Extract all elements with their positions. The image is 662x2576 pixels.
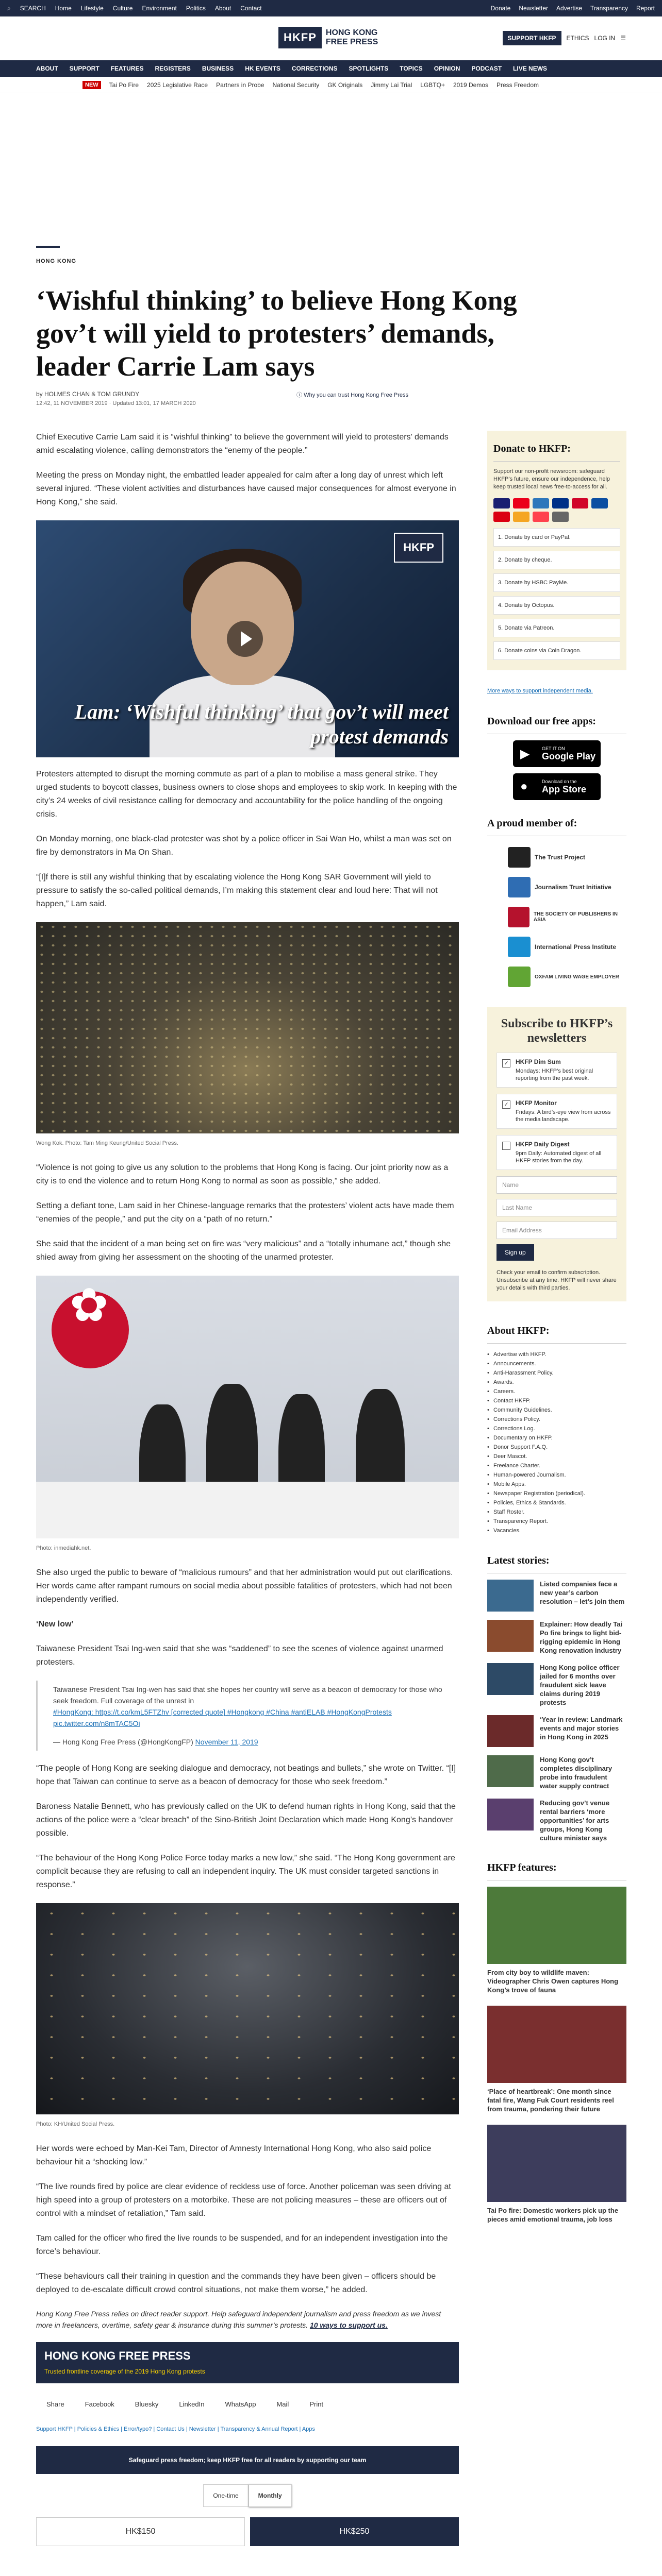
nav-item[interactable]: SUPPORT [69,65,100,72]
about-link[interactable]: • Vacancies. [487,1526,626,1535]
share-bluesky[interactable]: Bluesky [135,2400,159,2408]
street-photo [36,922,459,1133]
newsletter-fineprint: Check your email to confirm subscription. Unsubscribe at any time. HKFP will never share your details with third parties. [496,1269,617,1291]
support-link[interactable]: 10 ways to support us. [309,2321,388,2329]
search-icon[interactable]: ⌕ [7,4,11,12]
photo-caption: Wong Kok. Photo: Tam Ming Keung/United Social Press. [36,1140,178,1146]
paragraph: “The people of Hong Kong are seeking dialogue and democracy, not beatings and bullets,” she wrote on Twitter. “[I] hope that Taiwan can continue to serve as a beacon of democracy for those who seek freedom.” [36,1764,456,1786]
story-thumbnail[interactable] [487,1755,534,1787]
jti-icon [508,877,531,897]
press-conference-photo [36,1276,459,1538]
paragraph: Meeting the press on Monday night, the embattled leader appealed for calm after a long day of unrest which left several injured. “These violent activities and disturbances have caused major consequences for almost everyone in Hong Kong,” she said. [36,471,456,506]
feature-title[interactable]: Tai Po fire: Domestic workers pick up the pieces amid emotional trauma, job loss [487,2207,619,2223]
member-logo[interactable] [487,932,626,962]
newsletter-option[interactable] [496,1135,617,1170]
about-link[interactable]: • Careers. [487,1387,626,1396]
feature-image[interactable] [487,2006,626,2083]
about-link[interactable]: • Documentary on HKFP. [487,1433,626,1443]
store-name: App Store [542,784,587,794]
member-logo[interactable] [487,962,626,992]
donate-option[interactable]: 3. Donate by HSBC PayMe. [493,573,620,592]
member-logo[interactable] [487,902,626,932]
payme-icon [493,512,510,522]
trust-link-text: Why you can trust Hong Kong Free Press [304,392,409,398]
ipi-icon [508,937,531,957]
newsletter-box [487,1007,626,1301]
paragraph: Setting a defiant tone, Lam said in her Chinese-language remarks that the protesters’ violent acts have made them “enemies of the people,” and put the city on a “path of no return.” [36,1201,454,1224]
story-title[interactable]: Hong Kong gov’t completes disciplinary probe into fraudulent water supply contract [540,1756,613,1790]
trending-link[interactable]: Partners in Probe [216,81,264,89]
share-facebook[interactable]: Facebook [85,2400,114,2408]
story-thumbnail[interactable] [487,1580,534,1612]
logo-line: HONG KONG [325,28,378,37]
member-heading: A proud member of: [487,811,626,836]
banner-title: HONG KONG FREE PRESS [44,2349,191,2362]
sidebar [487,431,626,2235]
nav-item[interactable]: SPOTLIGHTS [349,65,389,72]
tweet-source [53,1736,459,1748]
google-play-button[interactable] [513,740,601,767]
email-field[interactable]: Email Address [496,1222,617,1239]
member-name: THE SOCIETY OF PUBLISHERS IN ASIA [533,911,618,923]
article-title: ‘Wishful thinking’ to believe Hong Kong gov’t will yield to protesters’ demands, leader Carrie Lam says [36,285,517,382]
feature-title[interactable]: ‘Place of heartbreak’: One month since fatal fire, Wang Fuk Court residents reel from trauma, pondering their future [487,2088,614,2113]
amount-option-selected[interactable]: HK$250 [250,2517,459,2546]
footer-links[interactable]: Support HKFP | Policies & Ethics | Error/typo? | Contact Us | Newsletter | Transparency & Annual Report | Apps [36,2426,315,2432]
story-thumbnail[interactable] [487,1799,534,1831]
payment-icons [493,498,620,522]
feature-story[interactable] [487,1887,626,1994]
paragraph: Protesters attempted to disrupt the morning commute as part of a plan to mobilise a mass general strike. They urged students to boycott classes, business owners to close shops and employees to skip work. In keeping with the city’s 24 weeks of civil resistance calling for democracy and accountability for the police handling of the ongoing crisis. [36,770,457,819]
newsletter-option[interactable] [496,1053,617,1088]
top-link[interactable]: Advertise [556,5,583,12]
store-name: Google Play [542,751,596,761]
story-thumbnail[interactable] [487,1620,534,1652]
share-label: Share [46,2400,64,2408]
paragraph: Tam called for the officer who fired the live rounds to be suspended, and for an independent investigation into the force’s behaviour. [36,2234,448,2256]
donate-option[interactable]: 5. Donate via Patreon. [493,619,620,637]
paragraph: On Monday morning, one black-clad protester was shot by a police officer in Sai Wan Ho, whilst a man was set on fire by demonstrators in Ma On Shan. [36,835,452,857]
nav-item[interactable]: OPINION [434,65,460,72]
title-divider [36,246,60,248]
photo-desk [36,1482,459,1538]
feature-title[interactable]: From city boy to wildlife maven: Videographer Chris Owen captures Hong Kong’s trove of fauna [487,1969,619,1994]
search-link[interactable]: SEARCH [20,5,46,12]
video-logo: HKFP [394,533,443,563]
feature-story[interactable] [487,2125,626,2224]
share-linkedin[interactable]: LinkedIn [179,2400,205,2408]
top-link[interactable]: Donate [490,5,511,12]
paragraph: Her words were echoed by Man-Kei Tam, Director of Amnesty International Hong Kong, who also said police behaviour hit a “shocking low.” [36,2144,432,2166]
donate-box [487,431,626,670]
paragraph: “Violence is not going to give us any solution to the problems that Hong Kong is facing. Our joint priority now as a city is to end the violence and to return Hong Kong to normal as soon as possible,” she added. [36,1163,449,1185]
nav-item[interactable]: BUSINESS [202,65,234,72]
latest-story[interactable] [487,1580,626,1612]
support-outro [36,2308,459,2331]
newsletter-heading: Subscribe to HKFP’s newsletters [501,1017,613,1045]
subheading: ‘New low’ [36,1620,74,1629]
paragraph: Chief Executive Carrie Lam said it is “wishful thinking” to believe the government will yield to protesters’ demands amid escalating violence, calling demonstrators the “enemy of the people.” [36,433,449,455]
main-nav [0,60,662,77]
newsletter-option[interactable] [496,1094,617,1129]
more-ways-link[interactable]: More ways to support independent media. [487,688,593,694]
share-whatsapp[interactable]: WhatsApp [225,2400,256,2408]
hk-emblem-icon [52,1291,129,1368]
top-link[interactable]: Culture [112,5,133,12]
about-link[interactable]: • Anti-Harassment Policy. [487,1368,626,1378]
member-name: Journalism Trust Initiative [535,884,611,891]
logo-mark: HKFP [278,27,322,48]
story-title[interactable]: Hong Kong police officer jailed for 6 months over fraudulent sick leave claims during 2019 protests [540,1664,620,1706]
about-heading: About HKFP: [487,1319,626,1344]
about-link[interactable]: • Mobile Apps. [487,1480,626,1489]
top-link[interactable]: Report [636,5,655,12]
info-icon: ⓘ [296,392,304,398]
top-link[interactable]: Transparency [590,5,628,12]
paragraph: Baroness Natalie Bennett, who has previously called on the UK to defend human rights in Hong Kong, said that the actions of the police were a “clear breach” of the Sino-British Joint Declaration which made Hong Kong’s handover possible. [36,1802,456,1838]
embedded-tweet[interactable] [36,1681,459,1751]
newsletter-desc: Fridays: A bird’s-eye view from across the media landscape. [516,1109,611,1123]
support-bar[interactable]: Safeguard press freedom; keep HKFP free for all readers by supporting our team [36,2446,459,2474]
author[interactable]: by HOLMES CHAN & TOM GRUNDY [36,391,140,398]
ethics-link[interactable]: ETHICS [566,35,589,42]
police-photo [36,1903,459,2114]
name-field[interactable]: Name [496,1176,617,1194]
nav-item[interactable]: LIVE NEWS [513,65,548,72]
latest-story[interactable] [487,1755,626,1790]
latest-list [487,1580,626,1842]
member-name: The Trust Project [535,854,586,861]
tweet-author: — Hong Kong Free Press (@HongKongFP) [53,1738,193,1746]
category-label[interactable]: HONG KONG [36,258,77,264]
support-button[interactable]: SUPPORT HKFP [503,31,561,45]
nav-item[interactable]: CORRECTIONS [291,65,338,72]
paragraph: She also urged the public to beware of “malicious rumours” and that her administration would put out clarifications. Her words came after rampant rumours on social media about possible fatalities of protesters, which had not been independently verified. [36,1568,453,1604]
video-player[interactable] [36,520,459,757]
jcb-icon [591,498,608,509]
trending-link[interactable]: 2019 Demos [453,81,488,89]
about-link[interactable]: • Policies, Ethics & Standards. [487,1498,626,1507]
latest-story[interactable] [487,1620,626,1655]
top-link[interactable]: Environment [142,5,177,12]
paragraph: “The live rounds fired by police are clear evidence of reckless use of force. Another policeman was seen driving at high speed into a group of protesters on a motorbike. These are not policing measures – these are officers out of control with a mindset of retaliation,” Tam said. [36,2182,451,2218]
paypal-icon [552,498,569,509]
trending-link[interactable]: Jimmy Lai Trial [371,81,412,89]
paragraph: “These behaviours call their training in question and the commands they have been given – officers should be deployed to de-escalate difficult crowd control situations, not make them worse,” he added. [36,2272,436,2294]
member-logo[interactable] [487,842,626,872]
about-link[interactable]: • Advertise with HKFP. [487,1350,626,1359]
member-name: OXFAM LIVING WAGE EMPLOYER [535,974,619,980]
checkbox[interactable] [502,1142,510,1150]
top-link[interactable]: Home [55,5,72,12]
trending-link[interactable]: GK Originals [327,81,363,89]
paragraph: “[I]f there is still any wishful thinking that by escalating violence the Hong Kong SAR Government will yield to pressure to satisfy the so-called political demands, I’m making this statement clear and loud here: That will not happen,” Lam said. [36,873,438,908]
feature-image[interactable] [487,1887,626,1964]
amount-option[interactable]: HK$150 [36,2517,245,2546]
story-title[interactable]: ‘Year in review: Landmark events and major stories in Hong Kong in 2025 [540,1716,623,1741]
about-link[interactable]: • Corrections Log. [487,1424,626,1433]
about-link[interactable]: • Staff Roster. [487,1507,626,1517]
sopa-icon [508,907,529,927]
visa-icon [493,498,510,509]
story-thumbnail[interactable] [487,1663,534,1695]
frequency-toggle [36,2484,459,2507]
member-logo[interactable] [487,872,626,902]
signup-button[interactable]: Sign up [496,1244,534,1261]
outro-text: Hong Kong Free Press relies on direct reader support. Help safeguard independent journalism and press freedom as we invest more in freelancers, overtime, safety gear & insurance during this summer’s protests. [36,2310,441,2329]
latest-story[interactable] [487,1799,626,1842]
trust-link[interactable] [296,391,408,399]
feature-story[interactable] [487,2006,626,2113]
donate-intro[interactable]: Support our non-profit newsroom: safeguard HKFP’s future, ensure our independence, help keep trusted local news free-to-access for all. [493,468,610,490]
about-link[interactable]: • Awards. [487,1378,626,1387]
newsletter-name: HKFP Dim Sum [516,1058,561,1065]
top-link[interactable]: Lifestyle [80,5,104,12]
login-link[interactable]: LOG IN [594,35,616,42]
top-link[interactable]: Contact [240,5,262,12]
donate-heading: Donate to HKFP: [493,437,620,462]
trending-link[interactable]: National Security [272,81,320,89]
about-link[interactable]: • Transparency Report. [487,1517,626,1526]
nav-item[interactable]: REGISTERS [155,65,191,72]
top-link[interactable]: Politics [186,5,206,12]
features-list [487,1887,626,2224]
feature-image[interactable] [487,2125,626,2202]
unionpay-icon [572,498,588,509]
about-link[interactable]: • Deer Mascot. [487,1452,626,1461]
photo-texture [36,1903,459,2114]
nav-item[interactable]: HK EVENTS [245,65,280,72]
checkbox-checked[interactable]: ✓ [502,1059,510,1067]
newsletter-desc: 9pm Daily: Automated digest of all HKFP stories from the day. [516,1150,602,1164]
latest-story[interactable] [487,1663,626,1707]
trending-link[interactable]: Tai Po Fire [109,81,139,89]
toggle-monthly[interactable]: Monthly [249,2484,292,2507]
about-link[interactable]: • Announcements. [487,1359,626,1368]
store-caption: GET IT ON [542,745,565,751]
paragraph: Taiwanese President Tsai Ing-wen said that she was “saddened” to see the scenes of violence against unarmed protesters. [36,1645,443,1667]
donation-amounts [36,2517,459,2546]
banner-subtitle: Trusted frontline coverage of the 2019 Hong Kong protests [44,2368,205,2375]
latest-story[interactable] [487,1715,626,1747]
masthead-actions [503,31,626,45]
share-print[interactable]: Print [309,2400,324,2408]
donate-option[interactable]: 4. Donate by Octopus. [493,596,620,615]
octopus-icon [513,512,529,522]
newsletter-desc: Mondays: HKFP’s best original reporting from the past week. [516,1068,593,1081]
google-play-icon: ▶ [520,747,530,761]
checkbox-checked[interactable]: ✓ [502,1100,510,1109]
features-heading: HKFP features: [487,1856,626,1880]
apps-heading: Download our free apps: [487,709,626,734]
story-title[interactable]: Explainer: How deadly Tai Po fire brings to light bid-rigging epidemic in Hong Kong renovation industry [540,1620,623,1654]
newsletter-name: HKFP Monitor [516,1099,557,1107]
donate-option[interactable]: 6. Donate coins via Coin Dragon. [493,641,620,660]
photo-texture [36,922,459,1133]
share-mail[interactable]: Mail [276,2400,289,2408]
app-store-button[interactable] [513,773,601,800]
toggle-one-time[interactable]: One-time [203,2484,248,2507]
nav-item[interactable]: ABOUT [36,65,58,72]
new-badge: NEW [82,81,101,89]
byline [36,389,196,408]
top-bar [0,0,662,16]
nav-item[interactable]: FEATURES [110,65,144,72]
trending-link[interactable]: LGBTQ+ [420,81,445,89]
story-title[interactable]: Listed companies face a new year’s carbon resolution – let’s join them [540,1580,625,1605]
trending-link[interactable]: 2025 Legislative Race [147,81,208,89]
about-link[interactable]: • Newspaper Registration (periodical). [487,1489,626,1498]
play-icon[interactable] [227,621,263,657]
last-name-field[interactable]: Last Name [496,1199,617,1216]
logo-text [326,28,378,47]
about-link[interactable]: • Contact HKFP. [487,1396,626,1405]
promo-banner[interactable] [36,2342,459,2383]
photo-caption: Photo: KH/United Social Press. [36,2121,115,2127]
masthead [0,16,662,60]
about-list [487,1350,626,1535]
donate-option[interactable]: 1. Donate by card or PayPal. [493,528,620,547]
tweet-links[interactable]: #HongKong: https://t.co/kmL5FTZhv [corrected quote] #Hongkong #China #antiELAB #HongKongProtests pic.twitter.com/n8mTAC5Oi [53,1708,392,1727]
paragraph: She said that the incident of a man being set on fire was “very malicious” and a “totally inhumane act,” though she shied away from giving her assessment on the shooting of the unarmed protester. [36,1240,451,1262]
about-link[interactable]: • Human-powered Journalism. [487,1470,626,1480]
site-logo[interactable] [278,27,378,48]
trust-project-icon [508,847,531,868]
amex-icon [533,498,549,509]
apple-icon: ● [520,779,528,793]
top-link[interactable]: Newsletter [519,5,549,12]
story-thumbnail[interactable] [487,1715,534,1747]
nav-item[interactable]: PODCAST [471,65,502,72]
nav-item[interactable]: TOPICS [400,65,423,72]
patreon-icon [533,512,549,522]
share-bar [36,2398,459,2411]
tweet-date[interactable]: November 11, 2019 [195,1738,258,1746]
about-link[interactable]: • Community Guidelines. [487,1405,626,1415]
logo-line: FREE PRESS [325,38,378,46]
bank-icon [552,512,569,522]
story-title[interactable]: Reducing gov’t venue rental barriers ‘more opportunities’ for arts groups, Hong Kong culture minister says [540,1799,610,1842]
photo-caption: Photo: inmediahk.net. [36,1545,91,1551]
trending-link[interactable]: Press Freedom [496,81,539,89]
latest-heading: Latest stories: [487,1549,626,1573]
store-caption: Download on the [542,778,577,784]
mastercard-icon [513,498,529,509]
paragraph: “The behaviour of the Hong Kong Police Force today marks a new low,” she said. “The Hong Kong government are complicit because they are refusing to call an independent inquiry. The UK must consider targeted sanctions in response.” [36,1854,455,1889]
video-caption: Lam: ‘Wishful thinking’ that gov’t will meet protest demands [74,700,449,748]
publish-date: 12:42, 11 NOVEMBER 2019 · Updated 13:01, 17 MARCH 2020 [36,400,196,406]
tweet-text: Taiwanese President Tsai Ing-wen has said that she hopes her country will serve as a beacon of democracy for those who seek freedom. Full coverage of the unrest in [53,1685,442,1705]
top-link[interactable]: About [214,5,231,12]
menu-icon[interactable]: ☰ [620,35,626,42]
member-name: International Press Institute [535,943,617,951]
trending-nav [0,77,662,93]
article-body [36,431,459,2546]
about-link[interactable]: • Corrections Policy. [487,1415,626,1424]
donate-option[interactable]: 2. Donate by cheque. [493,551,620,569]
about-link[interactable]: • Donor Support F.A.Q. [487,1443,626,1452]
newsletter-name: HKFP Daily Digest [516,1141,570,1148]
oxfam-icon [508,967,531,987]
about-link[interactable]: • Freelance Charter. [487,1461,626,1470]
